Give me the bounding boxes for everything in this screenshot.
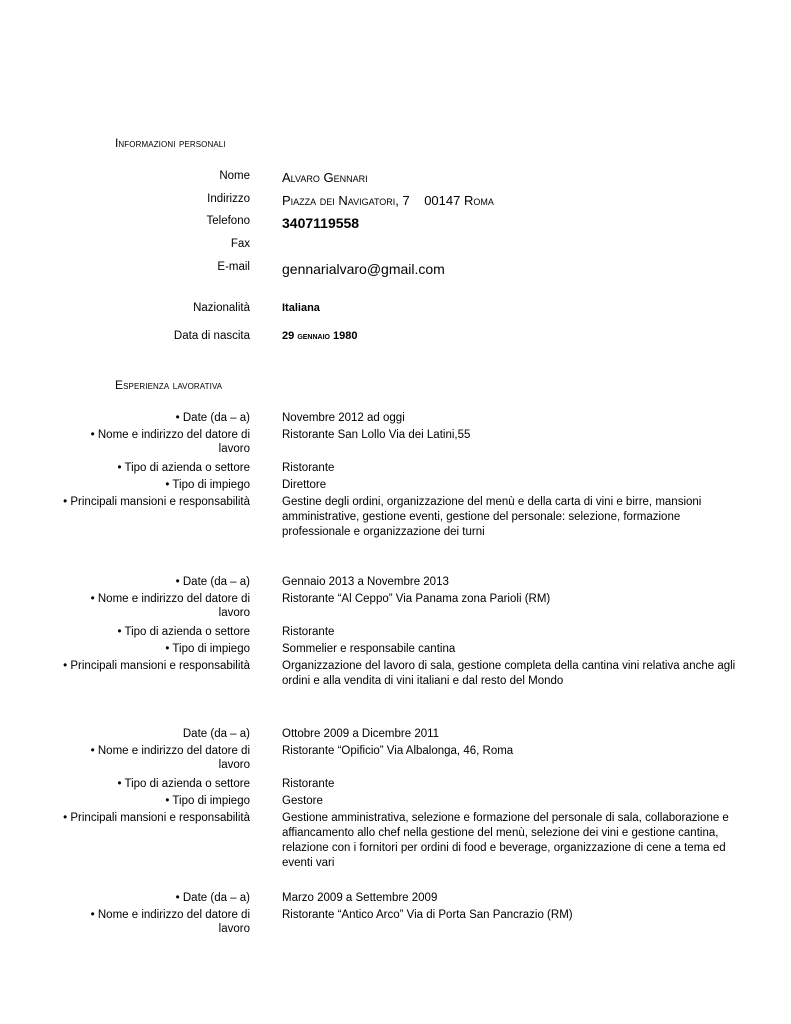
field-value-email: gennarialvaro@gmail.com [282, 261, 445, 277]
field-label: Fax [230, 238, 250, 250]
job-employer-value: Ristorante “Opificio” Via Albalonga, 46, Roma [282, 745, 514, 757]
job-type-value: Ristorante [282, 626, 335, 638]
job-type-label: • Tipo di azienda o settore [117, 462, 250, 474]
job-employer-label: • Nome e indirizzo del datore di lavoro [90, 745, 250, 771]
field-value-address: Piazza dei Navigatori, 7 00147 Roma [282, 193, 494, 208]
job-date-value: Gennaio 2013 a Novembre 2013 [282, 576, 449, 588]
birth-year: 1980 [333, 330, 358, 342]
field-label: Telefono [206, 215, 250, 227]
field-label: Data di nascita [173, 330, 250, 342]
field-value-birthdate [282, 329, 737, 344]
job-employer-label: • Nome e indirizzo del datore di lavoro [90, 429, 250, 455]
job-date-label: • Date (da – a) [175, 892, 250, 904]
job-duties-value: Gestine degli ordini, organizzazione del menù e della carta di vini e birre, mansioni amministrative, gestione eventi, gestione del personale: selezione, formazione professionale e organizzazione dei turni [282, 496, 702, 538]
job-role-value: Direttore [282, 479, 327, 491]
field-label: Indirizzo [207, 193, 250, 205]
job-date-label: • Date (da – a) [175, 412, 250, 424]
job-type-value: Ristorante [282, 778, 335, 790]
job-employer-value: Ristorante San Lollo Via dei Latini,55 [282, 429, 471, 441]
field-label: Nome [219, 170, 250, 182]
job-employer-label: • Nome e indirizzo del datore di lavoro [90, 593, 250, 619]
field-value-name: Alvaro Gennari [282, 170, 368, 185]
job-employer-label: • Nome e indirizzo del datore di lavoro [90, 909, 250, 935]
field-label: Nazionalità [193, 302, 250, 314]
job-duties-label: • Principali mansioni e responsabilità [63, 496, 250, 508]
job-date-value: Marzo 2009 a Settembre 2009 [282, 892, 438, 904]
job-duties-label: • Principali mansioni e responsabilità [63, 812, 250, 824]
job-role-value: Sommelier e responsabile cantina [282, 643, 456, 655]
field-value-phone: 3407119558 [282, 215, 360, 231]
job-role-label: • Tipo di impiego [165, 643, 250, 655]
section-title-personal: Informazioni personali [115, 136, 226, 150]
job-type-value: Ristorante [282, 462, 335, 474]
job-role-value: Gestore [282, 795, 323, 807]
section-title-experience: Esperienza lavorativa [115, 378, 223, 392]
field-label: E-mail [217, 261, 250, 273]
birth-month: gennaio [297, 331, 330, 342]
job-role-label: • Tipo di impiego [165, 479, 250, 491]
job-duties-value: Organizzazione del lavoro di sala, gestione completa della cantina vini relativa anche agli ordini e alla vendita di vini italiani e dal resto del Mondo [282, 660, 736, 687]
job-employer-value: Ristorante “Al Ceppo” Via Panama zona Parioli (RM) [282, 593, 551, 605]
job-type-label: • Tipo di azienda o settore [117, 778, 250, 790]
job-role-label: • Tipo di impiego [165, 795, 250, 807]
job-date-value: Ottobre 2009 a Dicembre 2011 [282, 728, 440, 740]
job-duties-label: • Principali mansioni e responsabilità [63, 660, 250, 672]
job-type-label: • Tipo di azienda o settore [117, 626, 250, 638]
job-duties-value: Gestione amministrativa, selezione e formazione del personale di sala, collaborazione e affiancamento allo chef nella gestione del menù, selezione dei vini e gestione cantina, relazione con i fornitori per ordini di food e beverage, organizzazione di cene a tema ed eventi vari [282, 812, 729, 869]
job-employer-value: Ristorante “Antico Arco” Via di Porta San Pancrazio (RM) [282, 909, 573, 921]
job-date-label: • Date (da – a) [175, 576, 250, 588]
job-date-value: Novembre 2012 ad oggi [282, 412, 405, 424]
birth-day: 29 [282, 330, 295, 342]
field-value-nationality: Italiana [282, 302, 320, 314]
job-date-label: Date (da – a) [182, 728, 250, 740]
